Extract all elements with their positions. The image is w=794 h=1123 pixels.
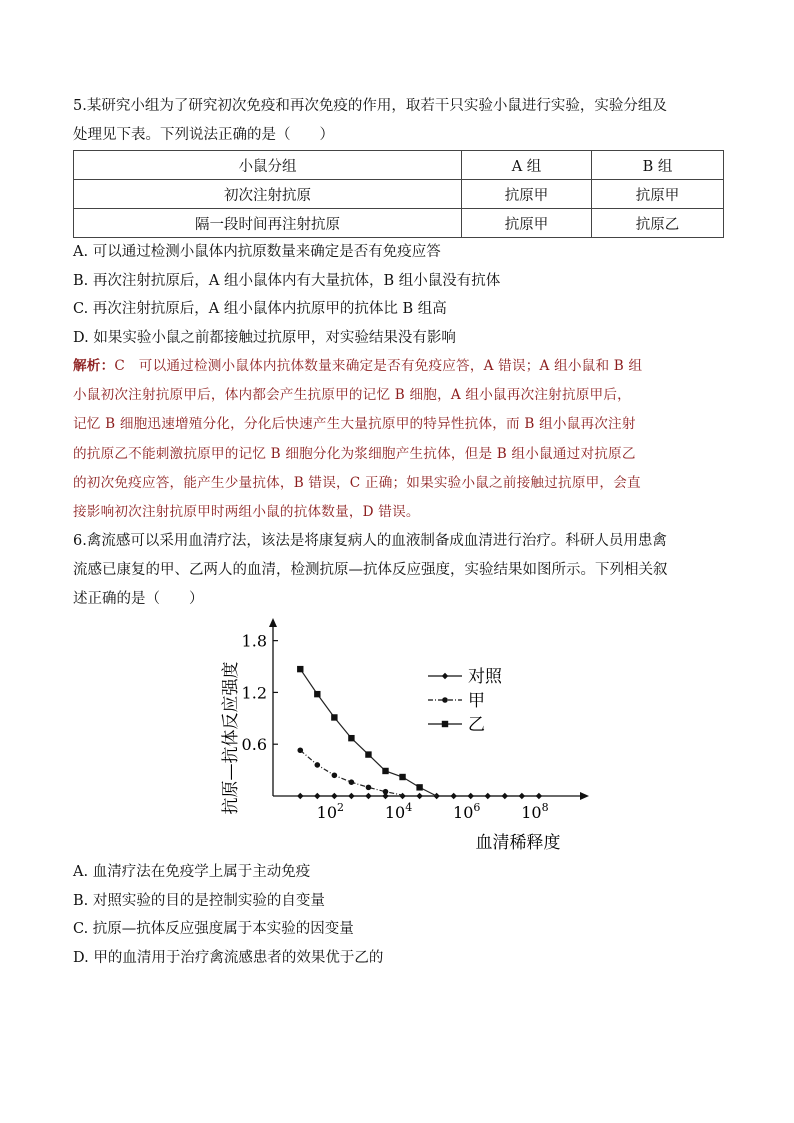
- table-header-cell: A 组: [462, 151, 592, 180]
- q5-stem-line2: 处理见下表。下列说法正确的是（ ）: [73, 127, 334, 143]
- q6-stem-line1: 6.禽流感可以采用血清疗法，该法是将康复病人的血液制备成血清进行治疗。科研人员用患禽: [73, 533, 667, 550]
- table-cell: 抗原乙: [592, 209, 724, 238]
- data-point: [519, 793, 525, 799]
- data-point: [366, 785, 372, 791]
- table-cell: 抗原甲: [592, 180, 724, 209]
- y-tick-label: 1.8: [241, 631, 267, 651]
- data-point: [348, 793, 354, 799]
- data-point: [349, 780, 355, 786]
- x-axis-arrow: [580, 792, 589, 800]
- legend-label: 甲: [468, 691, 485, 712]
- data-point: [365, 793, 371, 799]
- table-header-row: [74, 151, 724, 180]
- data-point: [382, 768, 388, 774]
- legend-marker: [442, 721, 448, 727]
- data-point: [365, 752, 371, 758]
- x-tick-label: $10^8$: [521, 801, 549, 823]
- table-cell: 抗原甲: [462, 180, 592, 209]
- data-point: [314, 793, 320, 799]
- data-point: [399, 793, 405, 799]
- data-point: [297, 748, 303, 754]
- legend-marker: [442, 697, 448, 703]
- data-point: [314, 691, 320, 697]
- q5-analysis-line: 小鼠初次注射抗原甲后，体内都会产生抗原甲的记忆 B 细胞，A 组小鼠再次注射抗原甲后，: [73, 387, 631, 404]
- q5-analysis-line: [73, 352, 723, 381]
- data-point: [315, 762, 321, 768]
- x-tick-label: $10^2$: [316, 801, 345, 823]
- data-point: [485, 793, 491, 799]
- q5-option-d: D. 如果实验小鼠之前都接触过抗原甲，对实验结果没有影响: [73, 329, 456, 346]
- data-point: [433, 793, 439, 799]
- q5-option-c: C. 再次注射抗原后，A 组小鼠体内抗原甲的抗体比 B 组高: [73, 301, 447, 317]
- q6-option-d: D. 甲的血清用于治疗禽流感患者的效果优于乙的: [73, 949, 384, 966]
- q6-chart-svg: [73, 618, 723, 858]
- q6-stem-line3: 述正确的是（ ）: [73, 591, 204, 608]
- q5-group-table: [73, 150, 724, 238]
- data-point: [383, 789, 389, 795]
- q5-option-a: A. 可以通过检测小鼠体内抗原数量来确定是否有免疫应答: [73, 244, 441, 260]
- chart-series-layer: [297, 666, 542, 799]
- chart-axes: [242, 618, 589, 822]
- table-cell: 抗原甲: [462, 209, 592, 238]
- q6-option-a: A. 血清疗法在免疫学上属于主动免疫: [73, 864, 311, 881]
- worksheet-page: [73, 92, 723, 972]
- q5-stem-line1: 5.某研究小组为了研究初次免疫和再次免疫的作用，取若干只实验小鼠进行实验，实验分组及: [73, 98, 667, 114]
- data-point: [348, 735, 354, 741]
- table-header-cell: 小鼠分组: [74, 151, 462, 180]
- data-point: [331, 714, 337, 720]
- q5-analysis-line: 的初次免疫应答，能产生少量抗体，B 错误，C 正确；如果实验小鼠之前接触过抗原甲，会直: [73, 474, 641, 491]
- data-point: [297, 793, 303, 799]
- chart-x-axis-label: 血清稀释度: [475, 833, 561, 854]
- chart-legend: [428, 667, 503, 735]
- data-point: [416, 784, 422, 790]
- q5-analysis-line: 接影响初次注射抗原甲时两组小鼠的抗体数量，D 错误。: [73, 504, 420, 521]
- chart-y-axis-label: 抗原—抗体反应强度: [221, 661, 241, 815]
- legend-marker: [442, 673, 448, 679]
- analysis-label: 解析：: [73, 358, 115, 374]
- series-line: [300, 669, 436, 796]
- series-2: [297, 666, 437, 796]
- table-cell: 初次注射抗原: [74, 180, 462, 209]
- y-tick-label: 0.6: [241, 735, 267, 755]
- data-point: [297, 666, 303, 672]
- data-point: [416, 793, 422, 799]
- data-point: [450, 793, 456, 799]
- legend-label: 对照: [468, 667, 502, 688]
- data-point: [331, 793, 337, 799]
- q6-option-b: B. 对照实验的目的是控制实验的自变量: [73, 892, 325, 909]
- y-tick-label: 1.2: [241, 683, 267, 703]
- x-tick-label: $10^6$: [453, 801, 481, 823]
- q6-chart: [73, 618, 723, 858]
- q6-stem-line2: 流感已康复的甲、乙两人的血清，检测抗原—抗体反应强度，实验结果如图所示。下列相关叙: [73, 562, 668, 579]
- table-header-cell: B 组: [592, 151, 724, 180]
- data-point: [502, 793, 508, 799]
- data-point: [468, 793, 474, 799]
- table-cell: 隔一段时间再注射抗原: [74, 209, 462, 238]
- q5-option-b: B. 再次注射抗原后，A 组小鼠体内有大量抗体，B 组小鼠没有抗体: [73, 272, 501, 289]
- table-row: [74, 180, 724, 209]
- y-axis-arrow: [269, 618, 277, 627]
- x-tick-label: $10^4$: [384, 801, 413, 823]
- analysis-text: C 可以通过检测小鼠体内抗体数量来确定是否有免疫应答，A 错误；A 组小鼠和 B 组: [114, 358, 643, 374]
- data-point: [399, 774, 405, 780]
- data-point: [536, 793, 542, 799]
- q6-option-c: C. 抗原—抗体反应强度属于本实验的因变量: [73, 921, 354, 938]
- table-row: [74, 209, 724, 238]
- series-0: [297, 793, 542, 799]
- data-point: [332, 773, 338, 779]
- legend-label: 乙: [468, 715, 485, 736]
- q5-analysis-line: 的抗原乙不能刺激抗原甲的记忆 B 细胞分化为浆细胞产生抗体，但是 B 组小鼠通过对抗原乙: [73, 445, 636, 462]
- q5-analysis-line: 记忆 B 细胞迅速增殖分化，分化后快速产生大量抗原甲的特异性抗体，而 B 组小鼠再次注射: [73, 416, 636, 433]
